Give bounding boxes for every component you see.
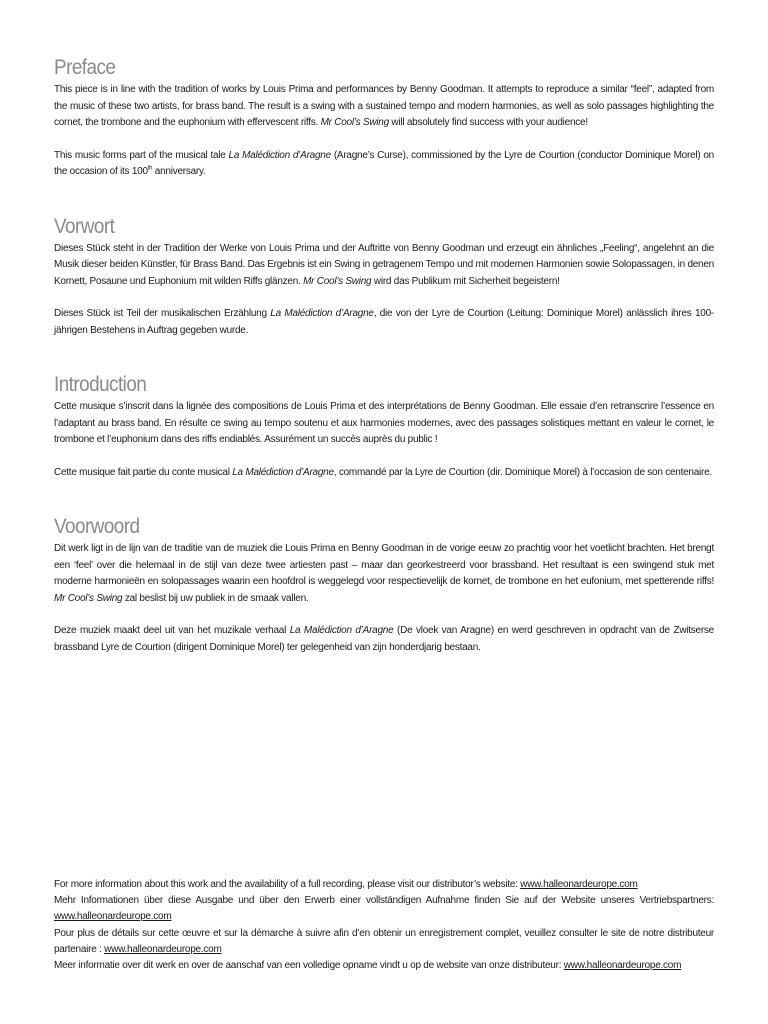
distributor-link[interactable]: www.halleonardeurope.com xyxy=(54,911,172,923)
work-title: Mr Cool’s Swing xyxy=(54,592,123,604)
introduction-paragraph-2: Cette musique fait partie du conte musical La Malédiction d’Aragne, commandé par la Lyre de Courtion (dir. Dominique Morel) à l’occasion de son centenaire. xyxy=(54,466,712,478)
tale-title: La Malédiction d’Aragne xyxy=(232,466,334,478)
tale-title: La Malédiction d’Aragne xyxy=(289,625,394,636)
section-heading-introduction: Introduction xyxy=(54,373,147,396)
section-vorwort xyxy=(54,215,714,340)
vorwort-paragraph-1: Dieses Stück steht in der Tradition der Werke von Louis Prima und der Auftritte von Benny Goodman und erzeugt ein ähnliches „Feeling“, angelehnt an die Musik dieser beiden Künstler, für Brass Band. Das Ergebnis ist ein Swing in getragenem Tempo und mit modernen Harmonien sowie Solopassagen, in denen Kornett, Posaune und Euphonium mit wilden Riffs glänzen. Mr Cool’s Swing wird das Publikum mit Sicherheit begeistern! xyxy=(54,242,714,287)
main-content xyxy=(54,56,714,656)
voorwoord-paragraph-2: Deze muziek maakt deel uit van het muzikale verhaal La Malédiction d’Aragne (De vloek van Aragne) en werd geschreven in opdracht van de Zwitserse brassband Lyre de Courtion (dirigent Dominique Morel) ter gelegenheid van zijn honderdjarig bestaan. xyxy=(54,625,714,653)
section-preface xyxy=(54,56,714,181)
introduction-paragraph-1: Cette musique s’inscrit dans la lignée des compositions de Louis Prima et des interprétations de Benny Goodman. Elle essaie d’en retranscrire l’essence en l’adaptant au brass band. En résulte ce swing au tempo soutenu et aux harmonies modernes, avec des passages solistiques mettant en valeur le cornet, le trombone et l’euphonium dans des riffs endiablés. Assurément un succès auprès du public ! xyxy=(54,401,714,445)
vorwort-paragraph-2: Dieses Stück ist Teil der musikalischen Erzählung La Malédiction d’Aragne, die von der Lyre de Courtion (Leitung: Dominique Morel) anlässlich ihres 100-jährigen Bestehens in Auftrag gegeben wurde. xyxy=(54,308,714,336)
voorwoord-paragraph-1: Dit werk ligt in de lijn van de traditie van de muziek die Louis Prima en Benny Goodman in de vorige eeuw zo prachtig voor het voetlicht brachten. Het brengt een ‘feel’ over die helemaal in de stijl van deze twee artiesten past – maar dan georkestreerd voor brassband. Het resultaat is een swingend stuk met moderne harmonieën en solopassages waarin een hoofdrol is weggelegd voor respectievelijk de kornet, de trombone en het eufonium, met spetterende riffs! Mr Cool’s Swing zal beslist bij uw publiek in de smaak vallen. xyxy=(54,543,714,604)
distributor-link[interactable]: www.halleonardeurope.com xyxy=(520,879,638,890)
preface-paragraph-1: This piece is in line with the tradition of works by Louis Prima and performances by Benny Goodman. It attempts to reproduce a similar “feel”, adapted from the music of these two artists, for brass band. The result is a swing with a sustained tempo and modern harmonies, as well as solo passages highlighting the cornet, the trombone and the euphonium with effervescent riffs. Mr Cool’s Swing will absolutely find success with your audience! xyxy=(54,84,714,128)
footer-line-de: Mehr Informationen über diese Ausgabe und über den Erwerb einer vollständigen Aufnahme finden Sie auf der Website unseres Vertriebspartners: www.halleonardeurope.com xyxy=(54,895,714,923)
tale-title: La Malédiction d’Aragne xyxy=(228,149,331,161)
section-heading-voorwoord: Voorwoord xyxy=(54,515,140,538)
distributor-footer xyxy=(54,877,714,974)
distributor-link[interactable]: www.halleonardeurope.com xyxy=(104,943,222,955)
preface-paragraph-2: This music forms part of the musical tale La Malédiction d’Aragne (Aragne’s Curse), commissioned by the Lyre de Courtion (conductor Dominique Morel) on the occasion of its 100th anniversary. xyxy=(54,149,714,177)
tale-title: La Malédiction d’Aragne xyxy=(270,308,374,319)
footer-line-nl: Meer informatie over dit werk en over de aanschaf van een volledige opname vindt u op de website van onze distributeur: www.halleonardeurope.com xyxy=(54,960,682,972)
section-heading-preface: Preface xyxy=(54,56,116,79)
work-title: Mr Cool’s Swing xyxy=(303,275,372,287)
work-title: Mr Cool’s Swing xyxy=(320,117,389,128)
section-voorwoord xyxy=(54,515,714,656)
footer-line-en: For more information about this work and the availability of a full recording, please visit our distributor’s website: www.halleonardeurope.com xyxy=(54,879,638,890)
section-introduction xyxy=(54,373,714,481)
footer-line-fr: Pour plus de détails sur cette œuvre et sur la démarche à suivre afin d’en obtenir un enregistrement complet, veuillez consulter le site de notre distributeur partenaire : www.halleonardeurope.com xyxy=(54,927,714,955)
section-heading-vorwort: Vorwort xyxy=(54,214,115,238)
distributor-link[interactable]: www.halleonardeurope.com xyxy=(563,960,682,972)
